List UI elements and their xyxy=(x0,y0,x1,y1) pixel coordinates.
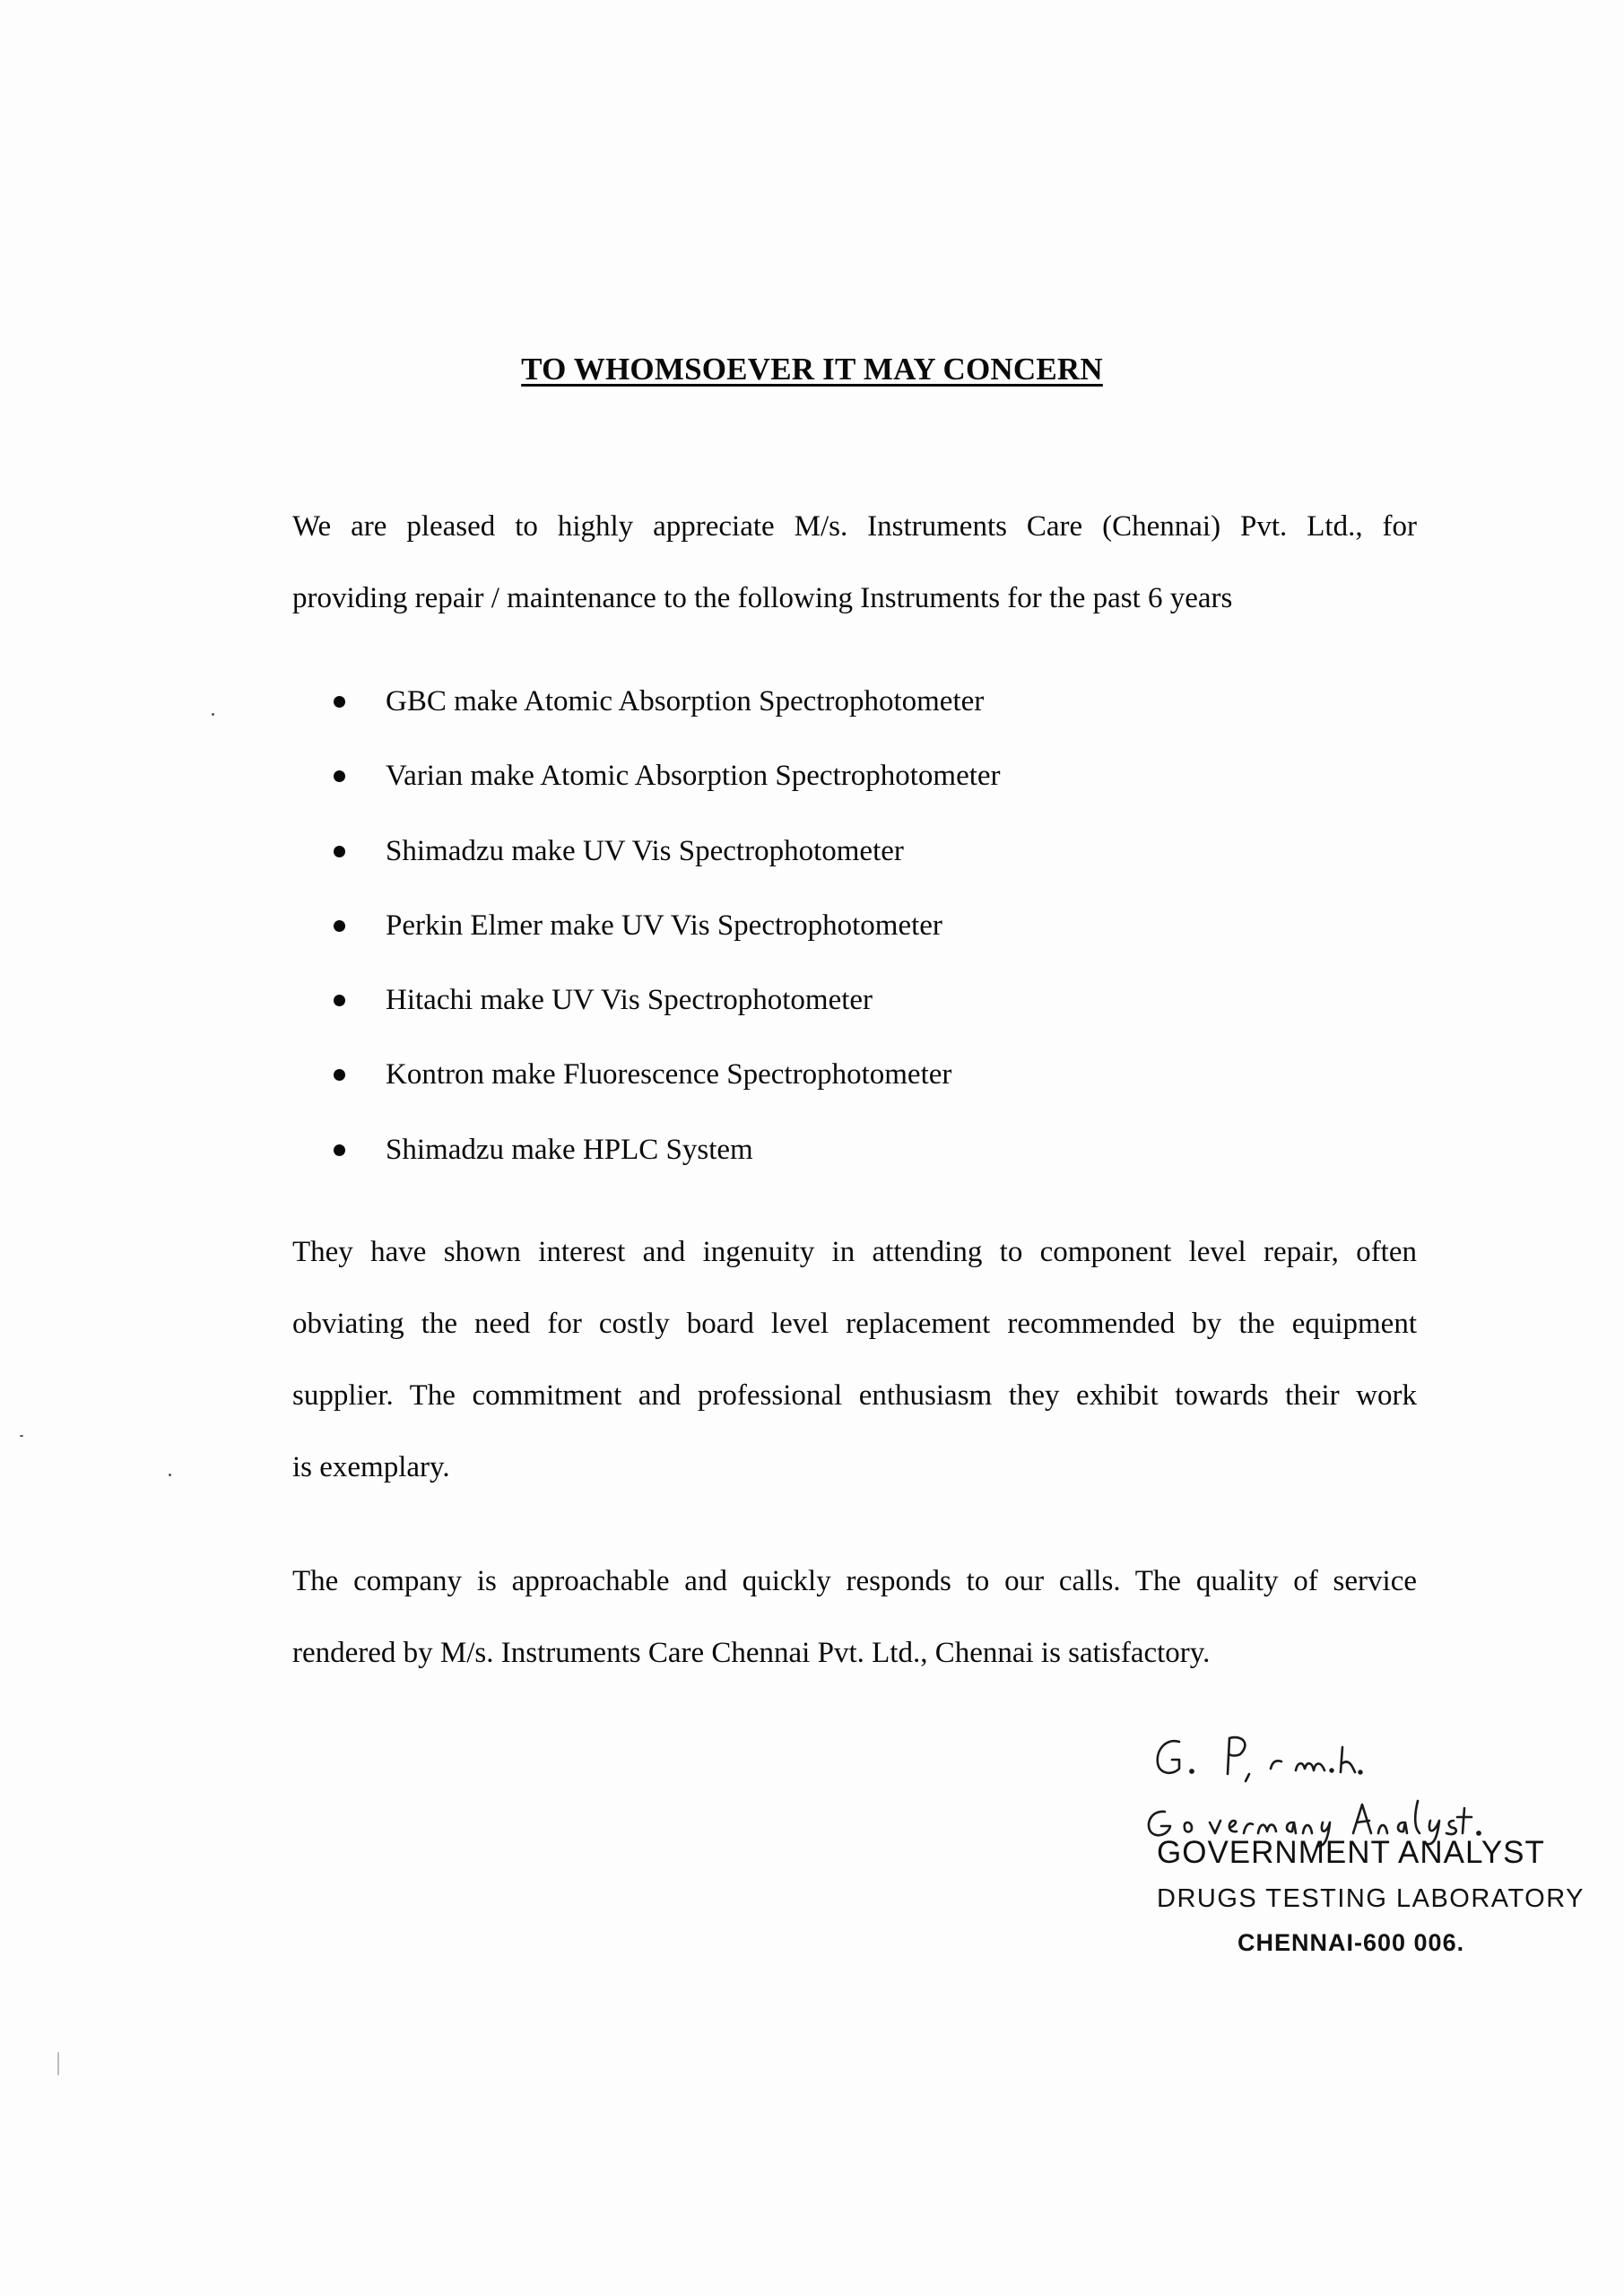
signature-drawing xyxy=(1134,1722,1565,1910)
scan-speck xyxy=(20,1435,23,1437)
list-item xyxy=(332,1038,1001,1112)
intro-line-1: We are pleased to highly appreciate M/s. Instruments Care (Chennai) Pvt. Ltd., for xyxy=(292,510,1417,543)
bullet-icon xyxy=(334,770,345,782)
list-item xyxy=(332,739,1001,813)
bullet-icon xyxy=(334,1069,345,1081)
instrument-label: Perkin Elmer make UV Vis Spectrophotometer xyxy=(386,909,942,942)
body-paragraph xyxy=(292,1216,1417,1503)
list-item xyxy=(332,963,1001,1038)
closing-line-2: rendered by M/s. Instruments Care Chennai Pvt. Ltd., Chennai is satisfactory. xyxy=(292,1637,1211,1669)
body-line-4: is exemplary. xyxy=(292,1451,450,1483)
handwritten-signature xyxy=(1134,1722,1565,1910)
intro-paragraph xyxy=(292,491,1417,634)
heading-text: TO WHOMSOEVER IT MAY CONCERN xyxy=(521,352,1103,387)
closing-line-1: The company is approachable and quickly responds to our calls. The quality of service xyxy=(292,1565,1417,1597)
bullet-icon xyxy=(334,1144,345,1156)
closing-paragraph xyxy=(292,1545,1417,1689)
letter-heading xyxy=(0,352,1624,387)
scan-speck xyxy=(169,1474,171,1476)
instrument-label: Varian make Atomic Absorption Spectrophotometer xyxy=(386,760,1001,793)
list-item xyxy=(332,889,1001,963)
stamp-line-1: GOVERNMENT ANALYST xyxy=(1157,1835,1545,1870)
instrument-label: GBC make Atomic Absorption Spectrophotometer xyxy=(386,685,985,718)
body-line-1: They have shown interest and ingenuity in attending to component level repair, often xyxy=(292,1236,1417,1268)
bullet-icon xyxy=(334,995,345,1006)
scan-speck xyxy=(212,713,214,716)
instrument-label: Shimadzu make HPLC System xyxy=(386,1133,753,1166)
list-item xyxy=(332,1113,1001,1187)
instrument-list xyxy=(332,665,1001,1187)
bullet-icon xyxy=(334,846,345,857)
intro-line-2: providing repair / maintenance to the following Instruments for the past 6 years xyxy=(292,582,1233,614)
bullet-icon xyxy=(334,920,345,932)
instrument-label: Hitachi make UV Vis Spectrophotometer xyxy=(386,984,873,1017)
body-line-3: supplier. The commitment and professional enthusiasm they exhibit towards their work xyxy=(292,1379,1417,1412)
bullet-icon xyxy=(334,696,345,708)
list-item xyxy=(332,814,1001,889)
stamp-line-3: CHENNAI-600 006. xyxy=(1238,1929,1465,1956)
list-item xyxy=(332,665,1001,739)
scan-speck xyxy=(57,2052,59,2075)
instrument-label: Kontron make Fluorescence Spectrophotometer xyxy=(386,1058,952,1091)
instrument-label: Shimadzu make UV Vis Spectrophotometer xyxy=(386,834,904,867)
body-line-2: obviating the need for costly board level replacement recommended by the equipment xyxy=(292,1308,1417,1340)
stamp-line-2: DRUGS TESTING LABORATORY xyxy=(1157,1884,1585,1913)
